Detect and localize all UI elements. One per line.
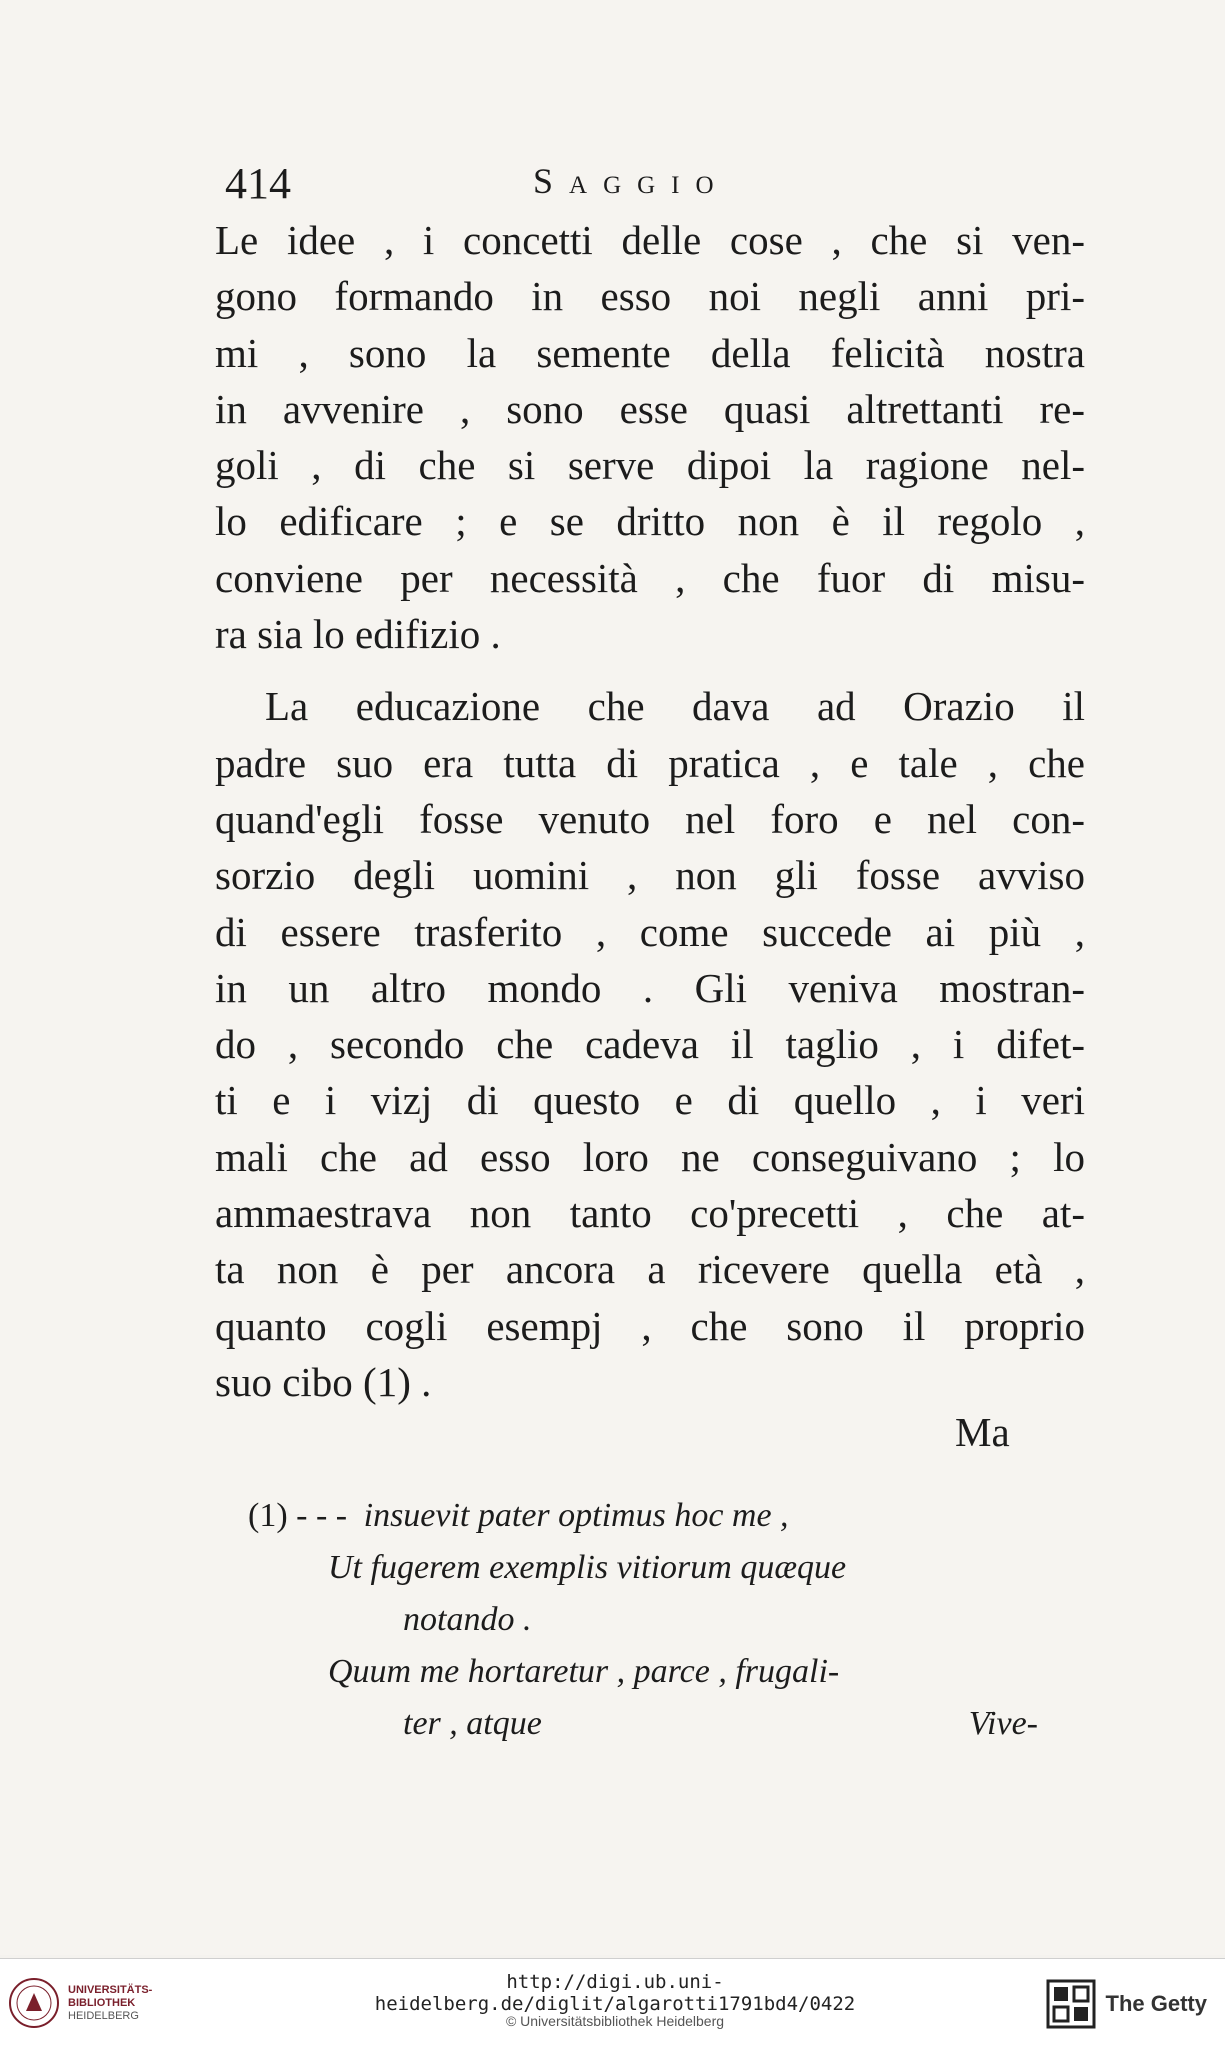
text-line: quanto cogli esempj , che sono il proprio — [215, 1302, 1085, 1349]
footnote-marker: (1) - - - — [248, 1497, 348, 1534]
text-line: quand'egli fosse venuto nel foro e nel con- — [215, 795, 1085, 842]
text-line: gono formando in esso noi negli anni pri- — [215, 273, 1085, 320]
text-line: di essere trasferito , come succede ai più , — [215, 908, 1085, 955]
text-line: La educazione che dava ad Orazio il — [265, 683, 1085, 730]
page-number: 414 — [225, 159, 291, 208]
running-head — [225, 158, 785, 218]
library-city: HEIDELBERG — [68, 2009, 139, 2022]
text-line: goli , di che si serve dipoi la ragione nel- — [215, 442, 1085, 489]
text-line: ra sia lo edifizio . — [215, 611, 501, 658]
text-line: mi , sono la semente della felicità nostra — [215, 329, 1085, 376]
footnote-line: notando . — [403, 1601, 532, 1638]
library-name: BIBLIOTHEK — [68, 1996, 136, 2009]
library-logo[interactable] — [8, 1977, 152, 2029]
text-line: in avvenire , sono esse quasi altrettanti re- — [215, 385, 1085, 432]
getty-logo[interactable] — [1046, 1979, 1207, 2029]
text-line: suo cibo (1) . — [215, 1358, 432, 1405]
main-text — [215, 212, 1085, 1410]
library-name: UNIVERSITÄTS- — [68, 1983, 153, 1996]
footnote-line: ter , atque — [403, 1705, 542, 1742]
catchword: Ma — [955, 1409, 1010, 1455]
text-line: in un altro mondo . Gli veniva mostran- — [215, 964, 1085, 1011]
text-line: ta non è per ancora a ricevere quella età , — [215, 1246, 1085, 1293]
text-line: mali che ad esso loro ne conseguivano ; lo — [215, 1133, 1085, 1180]
text-line: ammaestrava non tanto co'precetti , che at- — [215, 1190, 1085, 1237]
copyright-notice: © Universitätsbibliothek Heidelberg — [505, 2013, 725, 2029]
footnote-line: Ut fugerem exemplis vitiorum quæque — [328, 1549, 847, 1586]
footnote-catchword: Vive- — [968, 1705, 1038, 1742]
running-title: Saggio — [533, 161, 730, 201]
footnote-line: insuevit pater optimus hoc me , — [363, 1497, 789, 1534]
text-line: do , secondo che cadeva il taglio , i difet- — [215, 1021, 1085, 1068]
university-seal-icon — [8, 1977, 60, 2029]
text-line: conviene per necessità , che fuor di misu- — [215, 554, 1085, 601]
footnote — [248, 1490, 1068, 1750]
text-line: sorzio degli uomini , non gli fosse avviso — [215, 852, 1085, 899]
sponsor-name: The Getty — [1105, 1991, 1207, 2016]
footnote-line: Quum me hortaretur , parce , frugali- — [328, 1653, 840, 1690]
text-line: ti e i vizj di questo e di quello , i veri — [215, 1077, 1085, 1124]
getty-emblem-icon — [1046, 1979, 1096, 2029]
permalink-url[interactable]: http://digi.ub.uni-heidelberg.de/diglit/algarotti1791bd4/0422 — [374, 1971, 856, 2015]
text-line: lo edificare ; e se dritto non è il regolo , — [215, 498, 1085, 545]
text-line: padre suo era tutta di pratica , e tale , che — [215, 739, 1085, 786]
text-line: Le idee , i concetti delle cose , che si ven- — [215, 217, 1085, 263]
viewer-footer — [0, 1958, 1225, 2049]
